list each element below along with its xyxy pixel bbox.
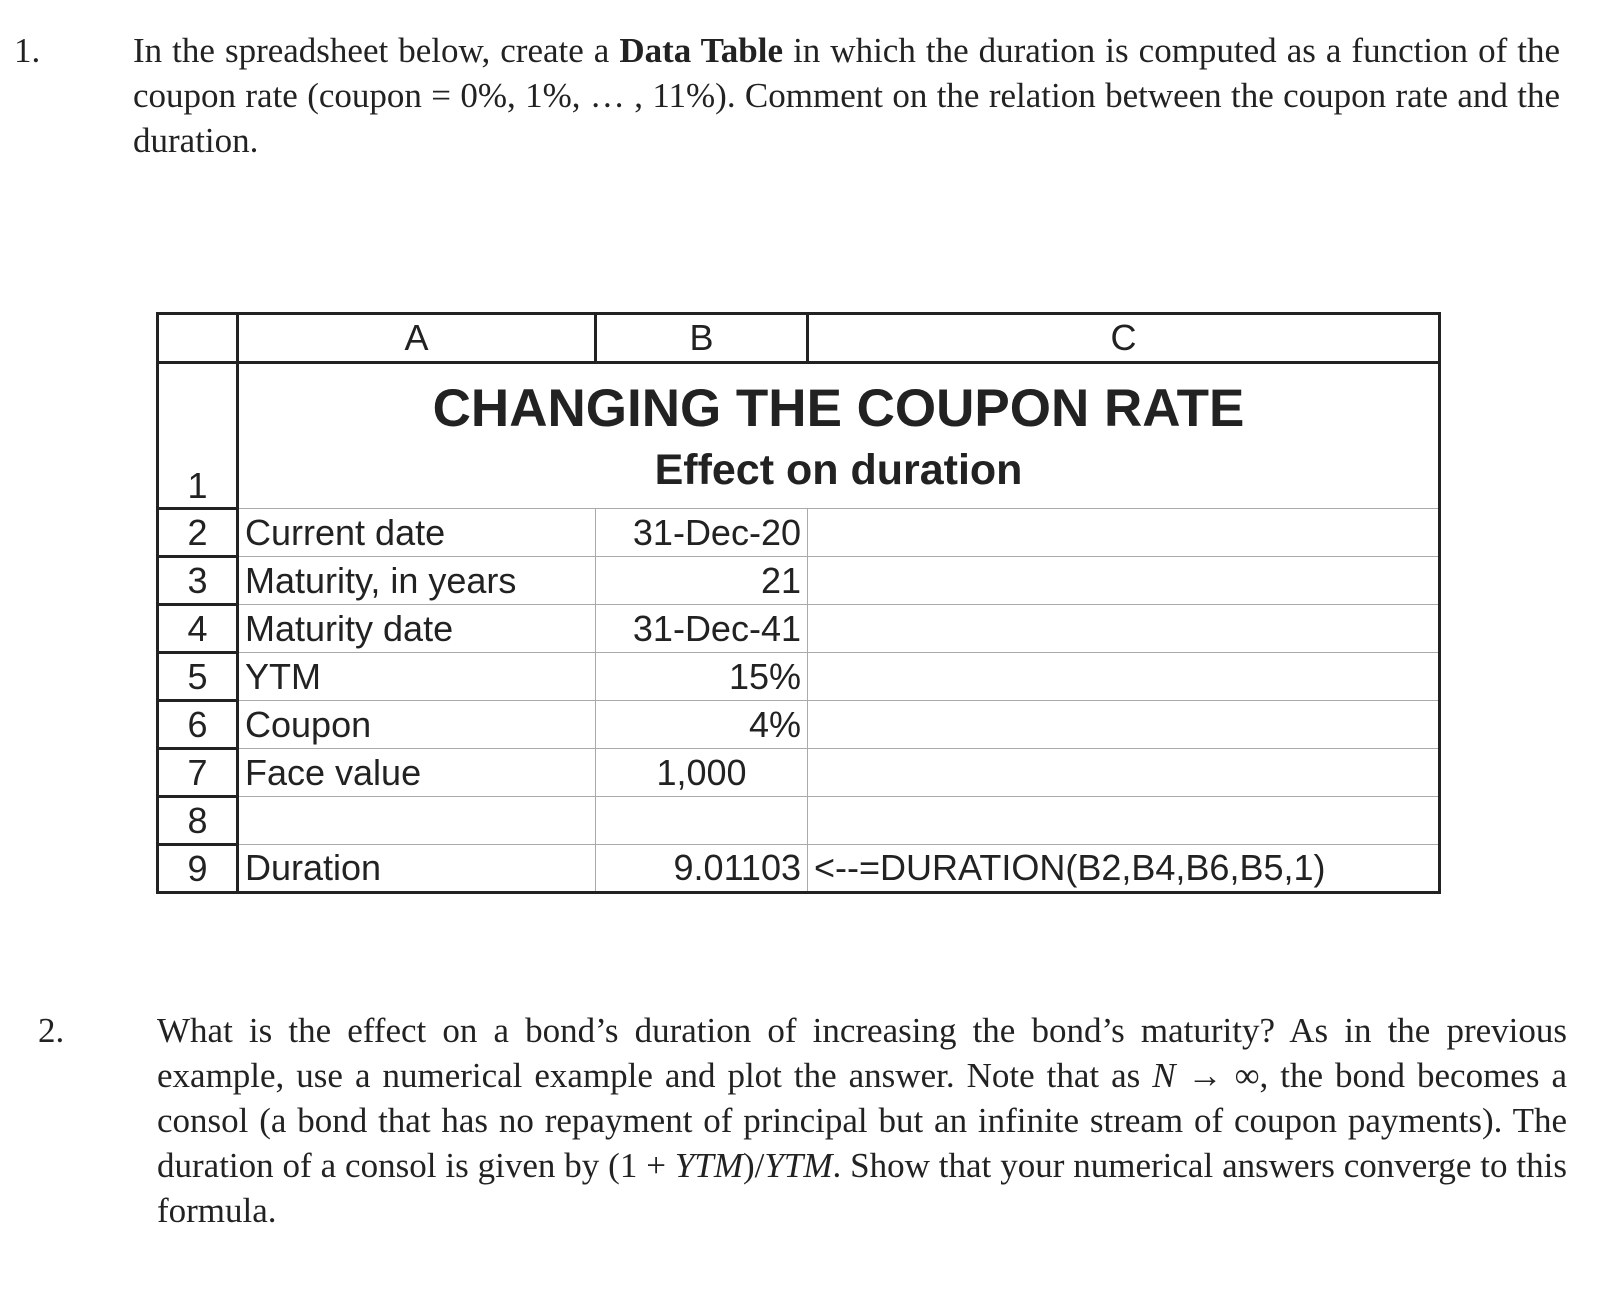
question-text-part: In the spreadsheet below, create a bbox=[133, 31, 620, 70]
column-header-a[interactable]: A bbox=[238, 314, 596, 363]
question-text-part: )/ bbox=[743, 1146, 765, 1185]
table-row bbox=[158, 845, 1440, 893]
label-cell[interactable]: Current date bbox=[238, 509, 596, 557]
column-header-row bbox=[158, 314, 1440, 363]
sheet-title: CHANGING THE COUPON RATE bbox=[432, 379, 1245, 438]
question-text-part: , the bond becomes a consol (a bond that has no repayment of principal but an infinite stream of coupon payments). The duration of a consol is given by (1 + bbox=[157, 1056, 1567, 1185]
value-cell[interactable]: 31-Dec-20 bbox=[596, 509, 808, 557]
formula-note-cell[interactable]: <--=DURATION(B2,B4,B6,B5,1) bbox=[808, 845, 1440, 893]
row-header-1[interactable]: 1 bbox=[158, 363, 238, 509]
column-header-c[interactable]: C bbox=[808, 314, 1440, 363]
select-all-corner[interactable] bbox=[158, 314, 238, 363]
question-text-part: . Show that your numerical answers converge to this formula. bbox=[157, 1146, 1567, 1230]
value-cell[interactable]: 9.01103 bbox=[596, 845, 808, 893]
table-row bbox=[158, 509, 1440, 557]
table-row bbox=[158, 653, 1440, 701]
row-header-2[interactable]: 2 bbox=[158, 509, 238, 557]
question-number: 2. bbox=[38, 1011, 65, 1050]
label-cell[interactable]: Face value bbox=[238, 749, 596, 797]
note-cell[interactable] bbox=[808, 509, 1440, 557]
note-cell[interactable] bbox=[808, 605, 1440, 653]
title-row bbox=[158, 363, 1440, 509]
label-cell[interactable]: Coupon bbox=[238, 701, 596, 749]
value-cell[interactable]: 15% bbox=[596, 653, 808, 701]
note-cell[interactable] bbox=[808, 797, 1440, 845]
label-cell[interactable]: YTM bbox=[238, 653, 596, 701]
variable-n: N bbox=[1152, 1056, 1176, 1095]
row-header-9[interactable]: 9 bbox=[158, 845, 238, 893]
note-cell[interactable] bbox=[808, 653, 1440, 701]
question-text-part: in which the duration is computed as a function of the coupon rate (coupon = 0%, 1%, … , 11%). Comment on the relation between the coupon rate and the duration. bbox=[133, 31, 1561, 160]
note-cell[interactable] bbox=[808, 701, 1440, 749]
label-cell[interactable]: Maturity date bbox=[238, 605, 596, 653]
question-text bbox=[157, 1008, 1567, 1233]
note-cell[interactable] bbox=[808, 557, 1440, 605]
table-row bbox=[158, 557, 1440, 605]
table-row bbox=[158, 749, 1440, 797]
label-cell[interactable] bbox=[238, 797, 596, 845]
label-cell[interactable]: Duration bbox=[238, 845, 596, 893]
row-header-6[interactable]: 6 bbox=[158, 701, 238, 749]
value-cell[interactable] bbox=[596, 797, 808, 845]
value-cell[interactable]: 1,000 bbox=[596, 749, 808, 797]
value-cell[interactable]: 4% bbox=[596, 701, 808, 749]
spreadsheet bbox=[156, 312, 1441, 894]
label-cell[interactable]: Maturity, in years bbox=[238, 557, 596, 605]
question-text bbox=[133, 28, 1560, 163]
bold-term: Data Table bbox=[619, 31, 784, 70]
value-cell[interactable]: 31-Dec-41 bbox=[596, 605, 808, 653]
table-row bbox=[158, 605, 1440, 653]
row-header-4[interactable]: 4 bbox=[158, 605, 238, 653]
row-header-3[interactable]: 3 bbox=[158, 557, 238, 605]
value-cell[interactable]: 21 bbox=[596, 557, 808, 605]
question-number: 1. bbox=[14, 31, 41, 70]
note-cell[interactable] bbox=[808, 749, 1440, 797]
row-header-7[interactable]: 7 bbox=[158, 749, 238, 797]
variable-ytm: YTM bbox=[764, 1146, 833, 1185]
row-header-8[interactable]: 8 bbox=[158, 797, 238, 845]
table-row bbox=[158, 701, 1440, 749]
sheet-subtitle: Effect on duration bbox=[654, 446, 1023, 494]
limit-arrow: → ∞ bbox=[1175, 1056, 1260, 1095]
title-cell[interactable] bbox=[238, 363, 1440, 509]
question-text-part: What is the effect on a bond’s duration of increasing the bond’s maturity? As in the previous example, use a numerical example and plot the answer. Note that as bbox=[157, 1011, 1567, 1095]
table-row bbox=[158, 797, 1440, 845]
row-header-5[interactable]: 5 bbox=[158, 653, 238, 701]
column-header-b[interactable]: B bbox=[596, 314, 808, 363]
variable-ytm: YTM bbox=[674, 1146, 743, 1185]
